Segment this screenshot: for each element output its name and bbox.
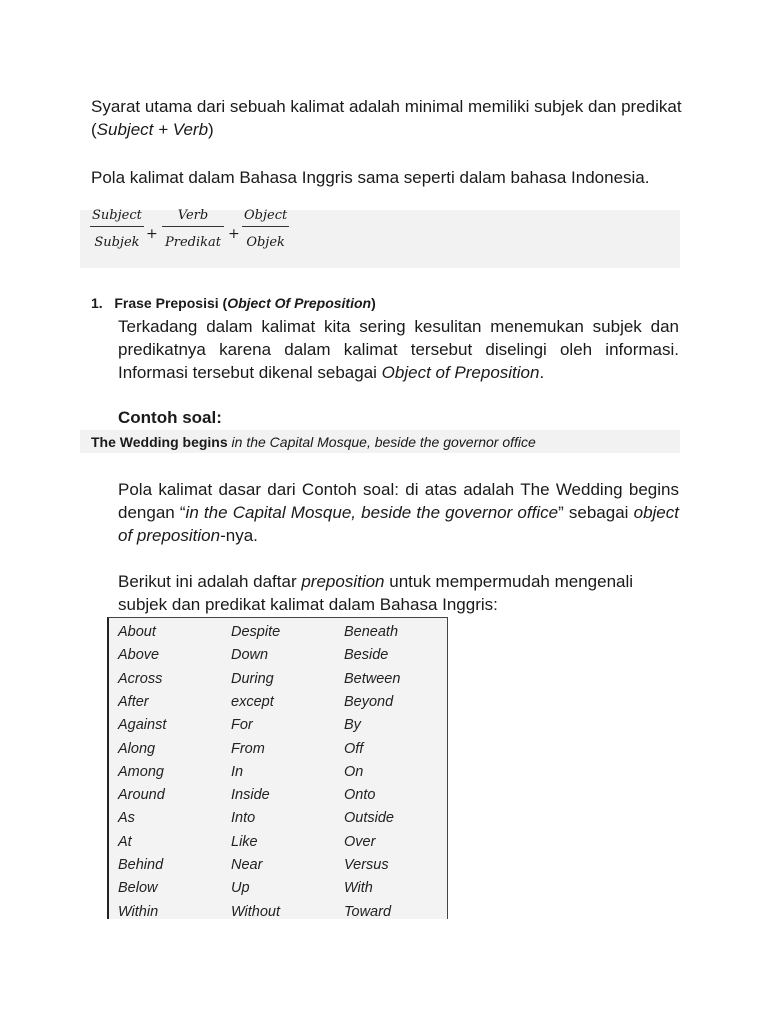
- subject-verb: Subject + Verb: [96, 120, 209, 139]
- explanation-paragraph: [118, 478, 679, 547]
- text: Terkadang dalam kalimat kita sering kesulitan menemukan subjek dan predikatnya karena dalam kalimat tersebut diselingi oleh informasi. Informasi tersebut dikenal sebagai: [118, 317, 679, 382]
- preposition-cell: Off: [344, 740, 364, 757]
- text: ” sebagai: [558, 503, 634, 522]
- preposition-cell: Beside: [344, 647, 389, 664]
- preposition-cell: With: [344, 880, 373, 897]
- example-heading: Contoh soal:: [118, 408, 222, 427]
- preposition-cell: At: [118, 833, 132, 850]
- preposition-cell: Down: [231, 647, 269, 664]
- preposition-cell: As: [118, 810, 135, 827]
- denominator: Predikat: [165, 235, 221, 250]
- preposition-cell: On: [344, 763, 364, 780]
- preposition-cell: From: [231, 740, 265, 757]
- section-number: 1.: [91, 295, 103, 311]
- text: -nya.: [220, 526, 258, 545]
- preposition-cell: About: [118, 624, 156, 640]
- text: Berikut ini adalah daftar: [118, 572, 302, 591]
- paren: ): [371, 295, 376, 311]
- paren: ): [208, 120, 214, 139]
- preposition-cell: Over: [344, 833, 376, 850]
- text: Pola kalimat dasar dari Contoh soal: di atas adalah The Wedding begins dengan “: [118, 480, 679, 522]
- denominator: Objek: [246, 235, 285, 250]
- intro-paragraph: [91, 95, 691, 141]
- preposition-cell: except: [231, 693, 274, 710]
- preposition-cell: Versus: [344, 857, 389, 873]
- preposition-cell: Around: [118, 787, 165, 804]
- plus-sign: +: [146, 226, 158, 242]
- preposition-table: [107, 617, 448, 919]
- example-object: in the Capital Mosque, beside the governor office: [227, 434, 536, 450]
- preposition-cell: Below: [118, 880, 158, 897]
- example-sentence: [80, 430, 680, 453]
- denominator: Subjek: [94, 235, 140, 250]
- preposition-cell: In: [231, 763, 244, 780]
- fraction-verb: [162, 208, 224, 250]
- preposition-cell: Without: [231, 903, 281, 920]
- preposition-cell: Beneath: [344, 624, 399, 640]
- numerator: Object: [242, 208, 289, 227]
- preposition-cell: After: [118, 693, 149, 710]
- intro-line-1: Syarat utama dari sebuah kalimat adalah minimal memiliki subjek dan predikat: [91, 97, 682, 116]
- preposition-cell: Outside: [344, 810, 394, 827]
- preposition-cell: Above: [118, 647, 160, 664]
- section-title: Frase Preposisi (: [114, 295, 228, 311]
- pattern-sentence: Pola kalimat dalam Bahasa Inggris sama seperti dalam bahasa Indonesia.: [91, 168, 650, 187]
- italic-text: preposition: [301, 572, 385, 591]
- sentence-pattern-equation: [80, 210, 680, 268]
- preposition-cell: Along: [118, 740, 156, 757]
- preposition-cell: Into: [231, 810, 256, 827]
- list-intro-paragraph: [118, 570, 679, 616]
- paren: (: [91, 120, 97, 139]
- preposition-cell: Onto: [344, 787, 376, 804]
- preposition-cell: Toward: [344, 903, 392, 920]
- preposition-cell: Between: [344, 670, 401, 687]
- preposition-cell: Across: [118, 670, 163, 687]
- preposition-cell: Up: [231, 880, 250, 897]
- intro-line-2: [91, 118, 691, 141]
- text: untuk mempermudah mengenali subjek dan predikat kalimat dalam Bahasa Inggris:: [118, 572, 634, 614]
- preposition-cell: Within: [118, 903, 159, 920]
- preposition-cell: Despite: [231, 624, 281, 640]
- plus-sign: +: [228, 226, 240, 242]
- numerator: Verb: [162, 208, 224, 227]
- italic-text: Object of Preposition: [381, 363, 540, 382]
- italic-text: in the Capital Mosque, beside the governor office: [185, 503, 559, 522]
- italic-text: object of preposition: [118, 503, 679, 545]
- preposition-cell: Behind: [118, 857, 164, 873]
- preposition-cell: By: [344, 717, 361, 734]
- preposition-cell: Against: [118, 717, 167, 734]
- section-paragraph: [118, 315, 679, 384]
- preposition-cell: Near: [231, 857, 263, 873]
- preposition-cell: During: [231, 670, 274, 687]
- section-heading: [91, 295, 376, 311]
- fraction-subject: [90, 208, 144, 250]
- text: .: [539, 363, 545, 382]
- fraction-object: [242, 208, 289, 250]
- preposition-cell: Inside: [231, 787, 270, 804]
- preposition-cell: Beyond: [344, 693, 394, 710]
- preposition-cell: Like: [231, 833, 258, 850]
- example-subject-verb: The Wedding begins: [91, 434, 228, 450]
- numerator: Subject: [90, 208, 144, 227]
- preposition-cell: For: [231, 717, 253, 734]
- section-title-italic: Object Of Preposition: [227, 295, 372, 311]
- preposition-cell: Among: [118, 763, 164, 780]
